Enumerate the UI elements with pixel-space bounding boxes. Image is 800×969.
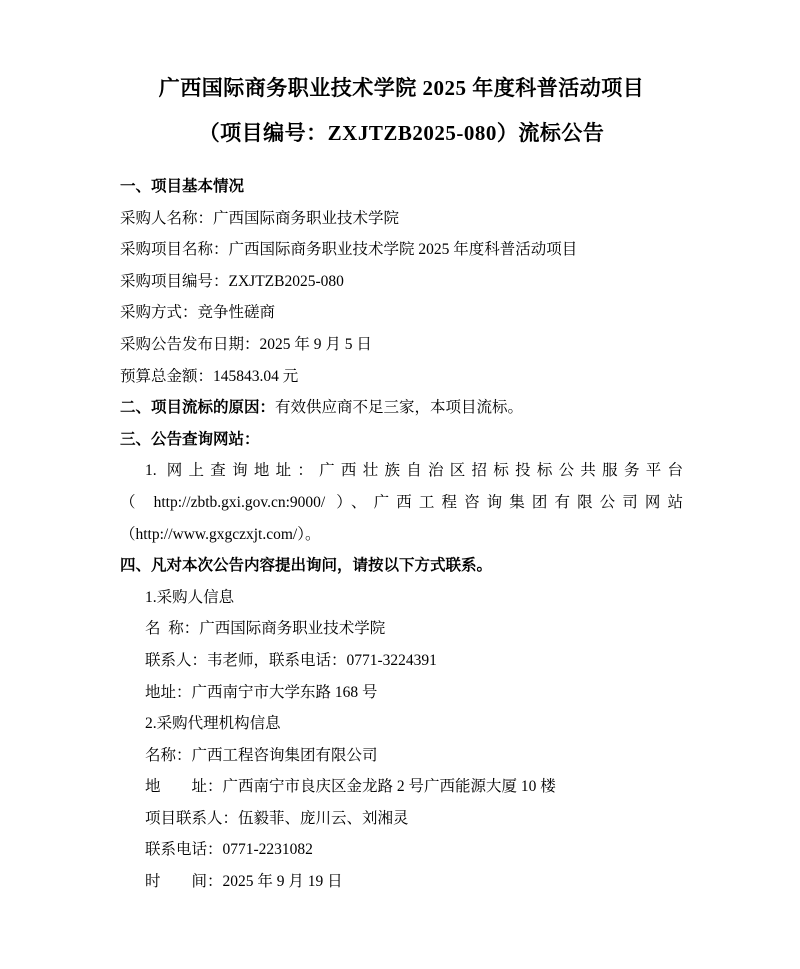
query-address-line-2: （ http://zbtb.gxi.gov.cn:9000/ ）、广西工程咨询集团有限公司网站 xyxy=(120,493,683,511)
section-3-heading: 三、公告查询网站： xyxy=(120,430,260,448)
section-2-heading: 二、项目流标的原因： xyxy=(120,399,276,417)
agency-info-address: 地 址：广西南宁市良庆区金龙路 2 号广西能源大厦 10 楼 xyxy=(145,778,556,796)
budget-total-line: 预算总金额：145843.04 元 xyxy=(120,367,299,385)
purchaser-info-contact: 联系人：韦老师，联系电话：0771-3224391 xyxy=(145,651,437,669)
purchaser-info-address: 地址：广西南宁市大学东路 168 号 xyxy=(145,683,378,701)
query-address-line-1: 1. 网上查询地址：广西壮族自治区招标投标公共服务平台 xyxy=(145,462,683,480)
document-body xyxy=(120,171,683,898)
document-title xyxy=(120,66,683,156)
section-4-heading: 四、凡对本次公告内容提出询问，请按以下方式联系。 xyxy=(120,557,493,575)
purchaser-name-line: 采购人名称：广西国际商务职业技术学院 xyxy=(120,209,400,227)
agency-info-heading: 2.采购代理机构信息 xyxy=(145,715,281,733)
project-name-line: 采购项目名称：广西国际商务职业技术学院 2025 年度科普活动项目 xyxy=(120,241,578,259)
purchaser-info-heading: 1.采购人信息 xyxy=(145,588,235,606)
agency-info-date: 时 间：2025 年 9 月 19 日 xyxy=(145,873,343,891)
agency-info-contacts: 项目联系人：伍毅菲、庞川云、刘湘灵 xyxy=(145,809,409,827)
query-address-line-3: （http://www.gxgczxjt.com/）。 xyxy=(120,525,321,543)
section-2-line xyxy=(120,392,683,424)
failure-reason-text: 有效供应商不足三家，本项目流标。 xyxy=(275,399,524,417)
announcement-date-line: 采购公告发布日期：2025 年 9 月 5 日 xyxy=(120,335,372,353)
agency-info-name: 名称：广西工程咨询集团有限公司 xyxy=(145,746,378,764)
title-line-2: （项目编号：ZXJTZB2025-080）流标公告 xyxy=(198,121,605,145)
title-line-1: 广西国际商务职业技术学院 2025 年度科普活动项目 xyxy=(158,76,645,100)
section-1-heading: 一、项目基本情况 xyxy=(120,178,245,195)
purchaser-info-name: 名 称：广西国际商务职业技术学院 xyxy=(145,620,386,638)
procurement-method-line: 采购方式：竞争性磋商 xyxy=(120,304,276,322)
project-number-line: 采购项目编号：ZXJTZB2025-080 xyxy=(120,272,344,290)
agency-info-phone: 联系电话：0771-2231082 xyxy=(145,841,313,859)
